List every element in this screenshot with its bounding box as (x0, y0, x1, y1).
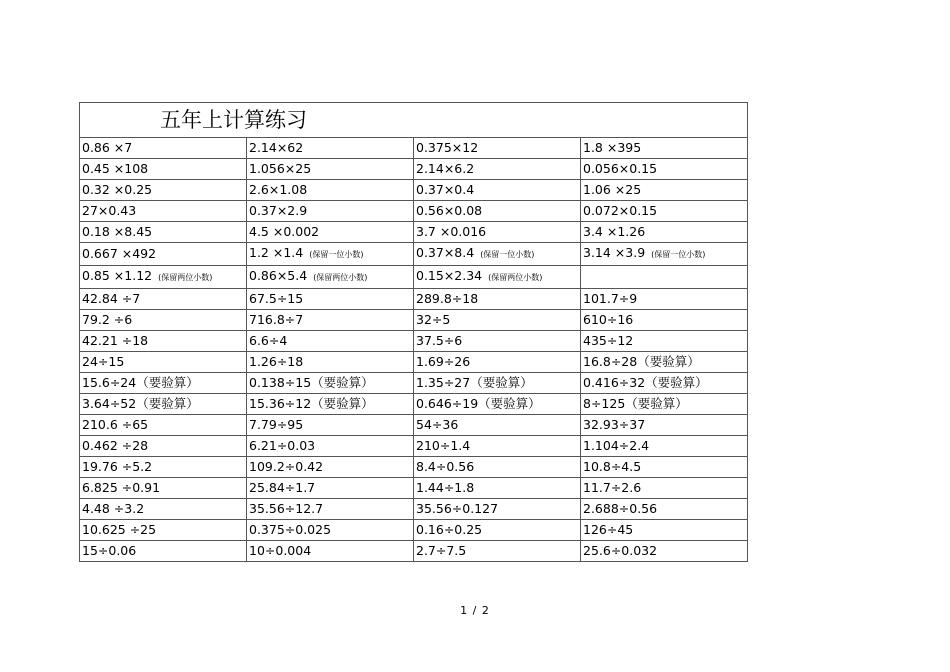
exercise-table (79, 102, 748, 562)
exercise-expression: 4.48 ÷3.2 (82, 501, 145, 516)
exercise-expression: 1.056×25 (249, 161, 312, 176)
exercise-expression: 1.06 ×25 (583, 182, 642, 197)
exercise-cell (414, 352, 581, 373)
exercise-cell (247, 436, 414, 457)
exercise-row (80, 180, 748, 201)
exercise-cell (80, 541, 247, 562)
exercise-row (80, 478, 748, 499)
exercise-expression: 16.8÷28（要验算） (583, 354, 700, 369)
exercise-expression: 32.93÷37 (583, 417, 646, 432)
exercise-cell (414, 243, 581, 266)
exercise-cell (581, 266, 748, 289)
exercise-expression: 0.37×8.4 (416, 245, 475, 260)
exercise-expression: 2.7÷7.5 (416, 543, 467, 558)
exercise-cell (247, 201, 414, 222)
exercise-cell (414, 289, 581, 310)
exercise-expression: 0.56×0.08 (416, 203, 483, 218)
exercise-cell (80, 394, 247, 415)
exercise-cell (247, 331, 414, 352)
exercise-expression: 42.21 ÷18 (82, 333, 149, 348)
exercise-cell (80, 520, 247, 541)
exercise-expression: 1.35÷27（要验算） (416, 375, 533, 390)
exercise-cell (80, 138, 247, 159)
exercise-cell (247, 138, 414, 159)
exercise-cell (581, 436, 748, 457)
exercise-note: (保留一位小数) (651, 250, 706, 259)
exercise-cell (414, 159, 581, 180)
exercise-cell (80, 373, 247, 394)
exercise-cell (414, 541, 581, 562)
exercise-expression: 0.37×2.9 (249, 203, 308, 218)
exercise-expression: 2.6×1.08 (249, 182, 308, 197)
exercise-expression: 1.104÷2.4 (583, 438, 650, 453)
exercise-expression: 0.85 ×1.12 (82, 268, 153, 283)
exercise-expression: 25.84÷1.7 (249, 480, 316, 495)
exercise-cell (247, 180, 414, 201)
title-row (80, 103, 748, 138)
exercise-cell (247, 159, 414, 180)
exercise-cell (581, 373, 748, 394)
exercise-cell (80, 352, 247, 373)
exercise-cell (247, 289, 414, 310)
exercise-cell (80, 289, 247, 310)
exercise-expression: 42.84 ÷7 (82, 291, 141, 306)
exercise-expression: 0.16÷0.25 (416, 522, 483, 537)
exercise-cell (80, 457, 247, 478)
exercise-cell (414, 499, 581, 520)
exercise-cell (581, 222, 748, 243)
exercise-expression: 0.375÷0.025 (249, 522, 332, 537)
exercise-expression: 0.86 ×7 (82, 140, 133, 155)
exercise-cell (247, 243, 414, 266)
exercise-row (80, 415, 748, 436)
exercise-cell (80, 310, 247, 331)
exercise-cell (80, 201, 247, 222)
exercise-cell (414, 394, 581, 415)
exercise-cell (581, 310, 748, 331)
exercise-expression: 35.56÷12.7 (249, 501, 324, 516)
exercise-cell (581, 478, 748, 499)
exercise-expression: 1.8 ×395 (583, 140, 642, 155)
exercise-cell (414, 415, 581, 436)
exercise-expression: 435÷12 (583, 333, 634, 348)
exercise-expression: 24÷15 (82, 354, 125, 369)
exercise-cell (80, 243, 247, 266)
exercise-cell (581, 180, 748, 201)
exercise-row (80, 541, 748, 562)
exercise-cell (581, 159, 748, 180)
exercise-expression: 0.138÷15（要验算） (249, 375, 374, 390)
exercise-cell (581, 201, 748, 222)
exercise-expression: 3.7 ×0.016 (416, 224, 487, 239)
exercise-expression: 0.45 ×108 (82, 161, 149, 176)
exercise-expression: 6.6÷4 (249, 333, 288, 348)
exercise-expression: 7.79÷95 (249, 417, 304, 432)
exercise-cell (581, 243, 748, 266)
exercise-expression: 35.56÷0.127 (416, 501, 499, 516)
exercise-expression: 1.2 ×1.4 (249, 245, 304, 260)
exercise-row (80, 310, 748, 331)
exercise-expression: 37.5÷6 (416, 333, 463, 348)
exercise-expression: 8.4÷0.56 (416, 459, 475, 474)
exercise-expression: 101.7÷9 (583, 291, 638, 306)
exercise-expression: 25.6÷0.032 (583, 543, 658, 558)
exercise-row (80, 138, 748, 159)
exercise-cell (414, 478, 581, 499)
exercise-expression: 0.375×12 (416, 140, 479, 155)
exercise-cell (247, 541, 414, 562)
exercise-expression: 79.2 ÷6 (82, 312, 133, 327)
exercise-expression: 2.688÷0.56 (583, 501, 658, 516)
exercise-note: (保留一位小数) (480, 250, 535, 259)
exercise-expression: 0.37×0.4 (416, 182, 475, 197)
exercise-cell (581, 541, 748, 562)
exercise-cell (247, 266, 414, 289)
exercise-cell (414, 266, 581, 289)
exercise-cell (247, 478, 414, 499)
exercise-cell (581, 331, 748, 352)
exercise-expression: 0.32 ×0.25 (82, 182, 153, 197)
exercise-cell (581, 520, 748, 541)
exercise-expression: 0.056×0.15 (583, 161, 658, 176)
exercise-expression: 6.825 ÷0.91 (82, 480, 161, 495)
exercise-expression: 2.14×62 (249, 140, 304, 155)
exercise-expression: 0.18 ×8.45 (82, 224, 153, 239)
exercise-cell (80, 266, 247, 289)
exercise-note: (保留两位小数) (313, 273, 368, 282)
exercise-cell (414, 436, 581, 457)
exercise-cell (247, 499, 414, 520)
page-title: 五年上计算练习 (80, 103, 748, 138)
exercise-expression: 10.8÷4.5 (583, 459, 642, 474)
exercise-expression: 210.6 ÷65 (82, 417, 149, 432)
exercise-cell (581, 499, 748, 520)
exercise-expression: 3.64÷52（要验算） (82, 396, 199, 411)
exercise-expression: 67.5÷15 (249, 291, 304, 306)
exercise-cell (581, 289, 748, 310)
exercise-cell (414, 201, 581, 222)
exercise-expression: 32÷5 (416, 312, 451, 327)
exercise-cell (247, 352, 414, 373)
exercise-expression: 210÷1.4 (416, 438, 471, 453)
exercise-expression: 0.86×5.4 (249, 268, 308, 283)
exercise-expression: 15.36÷12（要验算） (249, 396, 374, 411)
exercise-cell (80, 222, 247, 243)
exercise-expression: 4.5 ×0.002 (249, 224, 320, 239)
exercise-cell (247, 373, 414, 394)
exercise-cell (247, 457, 414, 478)
exercise-note: (保留一位小数) (309, 250, 364, 259)
exercise-expression: 289.8÷18 (416, 291, 479, 306)
exercise-expression: 54÷36 (416, 417, 459, 432)
exercise-row (80, 159, 748, 180)
exercise-cell (581, 394, 748, 415)
exercise-row (80, 243, 748, 266)
exercise-expression: 3.4 ×1.26 (583, 224, 646, 239)
exercise-row (80, 520, 748, 541)
exercise-row (80, 352, 748, 373)
exercise-expression: 27×0.43 (82, 203, 137, 218)
exercise-row (80, 266, 748, 289)
exercise-row (80, 394, 748, 415)
exercise-expression: 11.7÷2.6 (583, 480, 642, 495)
exercise-row (80, 499, 748, 520)
exercise-cell (80, 499, 247, 520)
exercise-cell (414, 180, 581, 201)
exercise-row (80, 222, 748, 243)
exercise-cell (581, 457, 748, 478)
exercise-cell (247, 520, 414, 541)
exercise-expression: 15.6÷24（要验算） (82, 375, 199, 390)
exercise-note: (保留两位小数) (488, 273, 543, 282)
exercise-expression: 2.14×6.2 (416, 161, 475, 176)
exercise-cell (414, 331, 581, 352)
exercise-cell (414, 138, 581, 159)
exercise-cell (80, 180, 247, 201)
exercise-cell (247, 222, 414, 243)
exercise-expression: 0.416÷32（要验算） (583, 375, 708, 390)
exercise-cell (80, 478, 247, 499)
exercise-cell (414, 222, 581, 243)
exercise-row (80, 201, 748, 222)
exercise-cell (581, 352, 748, 373)
exercise-cell (80, 436, 247, 457)
exercise-cell (80, 331, 247, 352)
exercise-cell (414, 310, 581, 331)
exercise-expression: 0.462 ÷28 (82, 438, 149, 453)
exercise-row (80, 457, 748, 478)
exercise-expression: 8÷125（要验算） (583, 396, 688, 411)
exercise-expression: 3.14 ×3.9 (583, 245, 646, 260)
exercise-expression: 1.44÷1.8 (416, 480, 475, 495)
exercise-expression: 1.26÷18 (249, 354, 304, 369)
exercise-expression: 716.8÷7 (249, 312, 304, 327)
exercise-expression: 0.072×0.15 (583, 203, 658, 218)
exercise-cell (581, 415, 748, 436)
exercise-expression: 610÷16 (583, 312, 634, 327)
exercise-expression: 10÷0.004 (249, 543, 312, 558)
exercise-note: (保留两位小数) (158, 273, 213, 282)
exercise-expression: 10.625 ÷25 (82, 522, 157, 537)
exercise-cell (414, 457, 581, 478)
exercise-cell (414, 373, 581, 394)
exercise-row (80, 373, 748, 394)
exercise-expression: 126÷45 (583, 522, 634, 537)
page-number: 1 / 2 (460, 604, 490, 617)
exercise-cell (247, 415, 414, 436)
exercise-cell (414, 520, 581, 541)
exercise-row (80, 289, 748, 310)
exercise-cell (80, 415, 247, 436)
exercise-cell (247, 310, 414, 331)
exercise-cell (581, 138, 748, 159)
exercise-expression: 15÷0.06 (82, 543, 137, 558)
exercise-expression: 0.15×2.34 (416, 268, 483, 283)
exercise-table-body (80, 103, 748, 562)
exercise-row (80, 331, 748, 352)
exercise-expression: 109.2÷0.42 (249, 459, 324, 474)
exercise-cell (247, 394, 414, 415)
exercise-expression: 6.21÷0.03 (249, 438, 316, 453)
exercise-expression: 0.667 ×492 (82, 246, 157, 261)
exercise-expression: 0.646÷19（要验算） (416, 396, 541, 411)
exercise-row (80, 436, 748, 457)
exercise-expression: 19.76 ÷5.2 (82, 459, 153, 474)
exercise-cell (80, 159, 247, 180)
exercise-expression: 1.69÷26 (416, 354, 471, 369)
